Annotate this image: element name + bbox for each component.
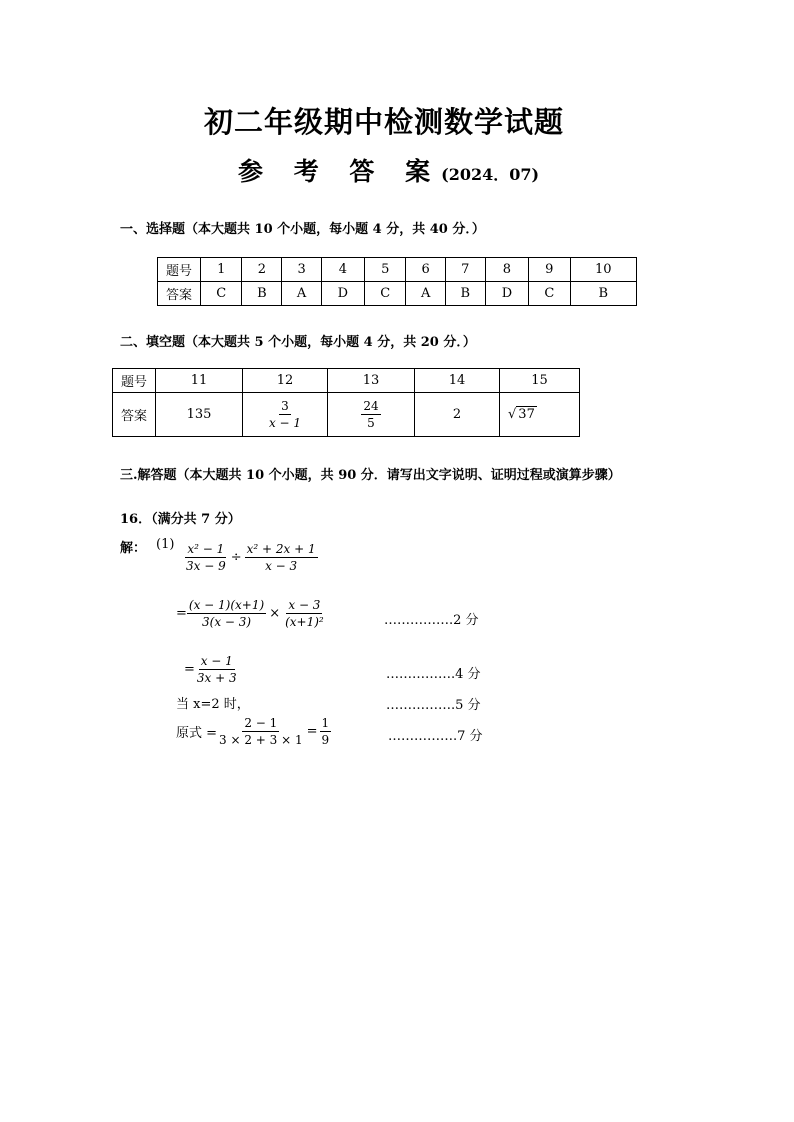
question-number: 9	[529, 258, 570, 282]
numerator: 24	[363, 399, 379, 413]
denominator: 3(x − 3)	[202, 615, 252, 629]
answer-cell: B	[242, 282, 282, 306]
denominator: 9	[321, 733, 330, 747]
numerator: 3	[281, 399, 289, 413]
result-label: 原式 =	[176, 726, 218, 741]
part-label: (1)	[156, 537, 175, 552]
subtitle-text: 参 考 答 案	[238, 157, 442, 186]
answer-cell	[328, 393, 415, 437]
answer-cell: A	[406, 282, 445, 306]
page-title: 初二年级期中检测数学试题	[203, 105, 564, 139]
answer-cell: C	[201, 282, 242, 306]
numerator: x − 3	[288, 598, 321, 612]
answer-cell: C	[529, 282, 570, 306]
section1-heading: 一、选择题（本大题共 10 个小题，每小题 4 分，共 40 分．）	[120, 222, 485, 237]
denominator: 5	[367, 416, 375, 430]
operator: ×	[269, 606, 281, 621]
question-number: 5	[365, 258, 406, 282]
answer-cell	[500, 393, 580, 437]
question-number: 14	[415, 369, 500, 393]
equals-sign: =	[176, 606, 187, 621]
fraction	[361, 399, 380, 430]
question-number: 10	[570, 258, 636, 282]
square-root: √ 37	[508, 407, 535, 422]
table-row	[113, 369, 580, 393]
equals-sign: =	[306, 724, 318, 739]
fraction	[195, 654, 239, 685]
numerator: 1	[321, 716, 330, 730]
table-row	[113, 393, 580, 437]
score-marker: …………….2 分	[384, 613, 479, 628]
score-marker: …………….4 分	[386, 667, 481, 682]
section2-heading: 二、填空题（本大题共 5 个小题，每小题 4 分，共 20 分．）	[120, 335, 476, 350]
question-number: 11	[156, 369, 243, 393]
fraction	[283, 598, 326, 629]
question-number: 8	[485, 258, 528, 282]
question-number: 3	[282, 258, 321, 282]
operator: ÷	[230, 550, 242, 565]
choice-answer-table	[157, 257, 637, 306]
equals-sign: =	[184, 662, 195, 677]
question-number: 13	[328, 369, 415, 393]
numerator: x² + 2x + 1	[246, 542, 316, 556]
fraction	[267, 399, 303, 430]
denominator: 3x + 3	[196, 671, 237, 685]
page-subtitle	[238, 152, 539, 188]
answer-cell: 135	[156, 393, 243, 437]
answer-cell: D	[321, 282, 364, 306]
step4-text: 当 x=2 时，	[176, 697, 250, 712]
fraction	[245, 542, 318, 573]
score-marker: …………….5 分	[386, 698, 481, 713]
step2-expression	[176, 598, 326, 629]
problem16-heading: 16．（满分共 7 分）	[120, 512, 241, 527]
numerator: x² − 1	[187, 542, 225, 556]
score-marker: …………….7 分	[388, 729, 483, 744]
answer-cell: 2	[415, 393, 500, 437]
question-number: 2	[242, 258, 282, 282]
subtitle-date: (2024．07)	[441, 165, 540, 184]
answer-cell	[243, 393, 328, 437]
row-label: 题号	[158, 258, 201, 282]
fraction	[320, 716, 332, 747]
numerator: x − 1	[200, 654, 233, 668]
denominator: x − 3	[265, 559, 298, 573]
answer-cell: A	[282, 282, 321, 306]
numerator: 2 − 1	[244, 716, 278, 730]
answer-cell: B	[570, 282, 636, 306]
question-number: 12	[243, 369, 328, 393]
denominator: x − 1	[268, 416, 302, 430]
row-label: 答案	[113, 393, 156, 437]
question-number: 15	[500, 369, 580, 393]
fill-answer-table	[112, 368, 580, 437]
step5-expression	[176, 716, 331, 747]
answer-cell: B	[445, 282, 485, 306]
section3-heading: 三.解答题（本大题共 10 个小题，共 90 分．请写出文字说明、证明过程或演算步骤）	[120, 468, 621, 483]
denominator: 3x − 9	[186, 559, 226, 573]
answer-cell: C	[365, 282, 406, 306]
step3-expression	[184, 654, 239, 685]
step1-expression	[184, 542, 318, 573]
fraction	[187, 598, 266, 629]
fraction	[217, 716, 305, 747]
row-label: 答案	[158, 282, 201, 306]
answer-cell: D	[485, 282, 528, 306]
radicand: 37	[518, 407, 535, 422]
fraction	[184, 542, 228, 573]
question-number: 4	[321, 258, 364, 282]
solve-label: 解：	[120, 541, 147, 556]
question-number: 7	[445, 258, 485, 282]
question-number: 1	[201, 258, 242, 282]
denominator: 3 × 2 + 3 × 1	[219, 733, 303, 747]
table-row	[158, 258, 637, 282]
numerator: (x − 1)(x+1)	[188, 598, 265, 612]
question-number: 6	[406, 258, 445, 282]
table-row	[158, 282, 637, 306]
denominator: (x+1)²	[285, 615, 324, 629]
row-label: 题号	[113, 369, 156, 393]
